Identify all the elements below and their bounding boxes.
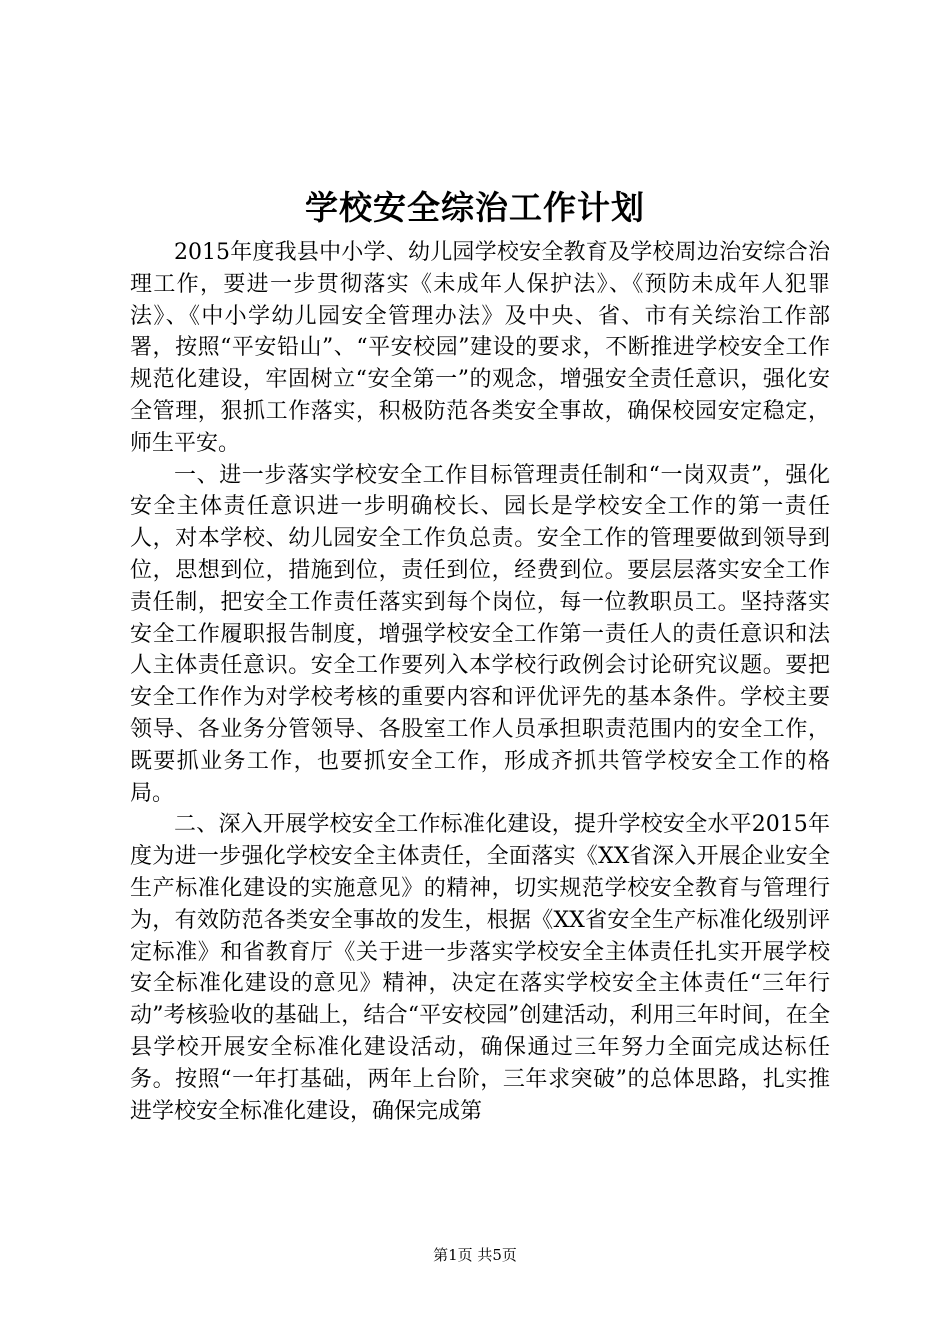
paragraph-section-2: 二、深入开展学校安全工作标准化建设，提升学校安全水平2015年度为进一步强化学校安全主体责任，全面落实《XX省深入开展企业安全生产标准化建设的实施意见》的精神，切实规范学校安全教育与管理行为，有效防范各类安全事故的发生，根据《XX省安全生产标准化级别评定标准》和省教育厅《关于进一步落实学校安全主体责任扎实开展学校安全标准化建设的意见》精神，决定在落实学校安全主体责任“三年行动”考核验收的基础上，结合“平安校园”创建活动，利用三年时间，在全县学校开展安全标准化建设活动，确保通过三年努力全面完成达标任务。按照“一年打基础，两年上台阶，三年求突破”的总体思路，扎实推进学校安全标准化建设，确保完成第 — [130, 812, 830, 1124]
document-body — [130, 237, 830, 1127]
page-number-footer: 第1页 共5页 — [433, 1246, 517, 1264]
paragraph-section-1: 一、进一步落实学校安全工作目标管理责任制和“一岗双责”，强化安全主体责任意识进一步明确校长、园长是学校安全工作的第一责任人，对本学校、幼儿园安全工作负总责。安全工作的管理要做到领导到位，思想到位，措施到位，责任到位，经费到位。要层层落实安全工作责任制，把安全工作责任落实到每个岗位，每一位教职员工。坚持落实安全工作履职报告制度，增强学校安全工作第一责任人的责任意识和法人主体责任意识。安全工作要列入本学校行政例会讨论研究议题。要把安全工作作为对学校考核的重要内容和评优评先的基本条件。学校主要领导、各业务分管领导、各股室工作人员承担职责范围内的安全工作，既要抓业务工作，也要抓安全工作，形成齐抓共管学校安全工作的格局。 — [130, 462, 830, 806]
paragraph-intro: 2015年度我县中小学、幼儿园学校安全教育及学校周边治安综合治理工作，要进一步贯彻落实《未成年人保护法》、《预防未成年人犯罪法》、《中小学幼儿园安全管理办法》及中央、省、市有关综治工作部署，按照“平安铅山”、“平安校园”建设的要求，不断推进学校安全工作规范化建设，牢固树立“安全第一”的观念，增强安全责任意识，强化安全管理，狠抓工作落实，积极防范各类安全事故，确保校园安定稳定，师生平安。 — [130, 240, 830, 456]
document-title: 学校安全综治工作计划 — [305, 188, 645, 227]
